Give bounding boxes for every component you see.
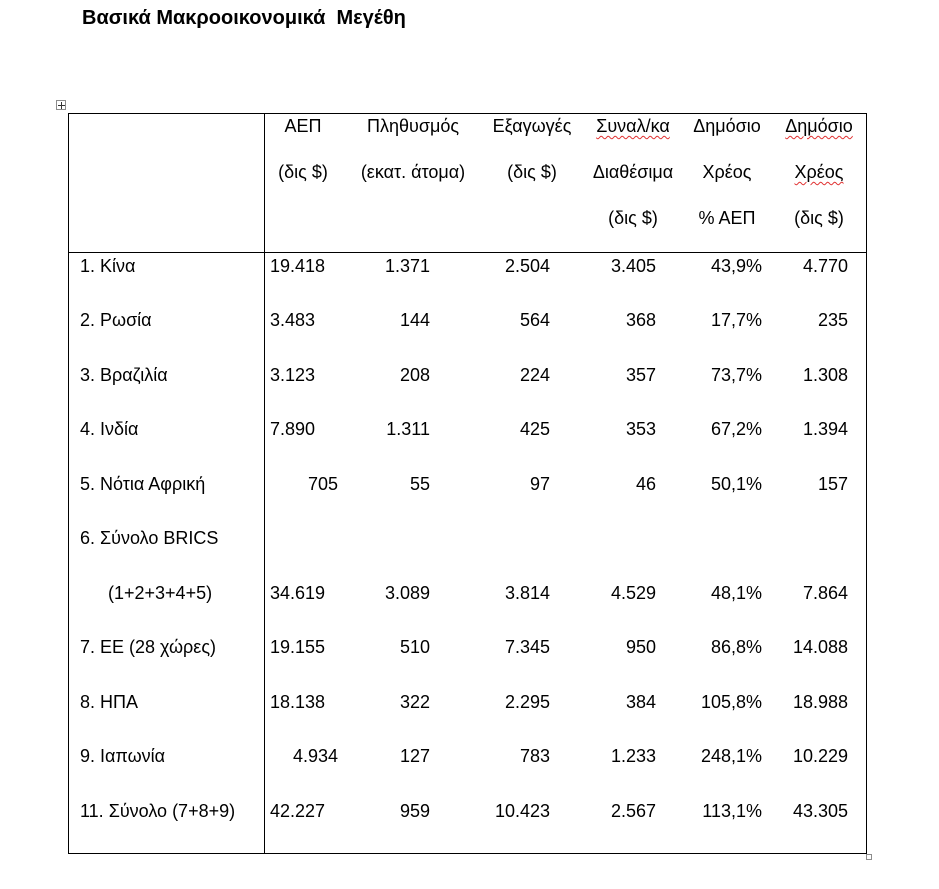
row-label: 8. ΗΠΑ (80, 692, 139, 712)
table-cell: 4.934 (292, 746, 338, 766)
table-cell: 353 (625, 419, 656, 439)
header-line: Συναλ/κα (596, 116, 670, 136)
header-line: (δις $) (608, 208, 658, 228)
table-cell: 34.619 (270, 583, 326, 603)
row-label: 1. Κίνα (80, 256, 136, 276)
table-cell: 322 (399, 692, 430, 712)
table-cell: 7.864 (802, 583, 848, 603)
table-resize-handle-icon[interactable] (866, 854, 872, 860)
header-fx-reserves (580, 115, 686, 229)
table-cell: 48,1% (710, 583, 762, 603)
table-cell: 19.155 (270, 637, 326, 657)
row-label: 3. Βραζιλία (80, 365, 168, 385)
table-cell: 97 (529, 474, 550, 494)
column-divider (264, 113, 265, 854)
table-cell: 3.123 (270, 365, 316, 385)
header-line: (δις $) (278, 162, 328, 182)
table-cell: 46 (635, 474, 656, 494)
table-cell: 357 (625, 365, 656, 385)
table-cell: 113,1% (702, 801, 762, 821)
document-title: Βασικά Μακροοικονομικά Μεγέθη (82, 7, 406, 29)
header-line: Χρέος (794, 162, 844, 182)
header-line: ΑΕΠ (284, 116, 322, 136)
table-cell: 425 (519, 419, 550, 439)
row-label: 7. ΕΕ (28 χώρες) (80, 637, 216, 657)
table-cell: 10.423 (494, 801, 550, 821)
table-cell: 224 (519, 365, 550, 385)
header-debt-pct-gdp (684, 115, 770, 229)
table-cell: 17,7% (710, 310, 762, 330)
table-cell: 783 (519, 746, 550, 766)
table-cell: 67,2% (710, 419, 762, 439)
header-line: Εξαγωγές (492, 116, 572, 136)
row-label: 4. Ινδία (80, 419, 139, 439)
row-label: 2. Ρωσία (80, 310, 152, 330)
table-cell: 1.233 (610, 746, 656, 766)
table-cell: 7.890 (270, 419, 316, 439)
header-line: (δις $) (507, 162, 557, 182)
header-line: Δημόσιο (785, 116, 853, 136)
table-cell: 86,8% (710, 637, 762, 657)
table-cell: 510 (399, 637, 430, 657)
header-line: Διαθέσιμα (592, 162, 674, 182)
table-cell: 1.371 (384, 256, 430, 276)
table-cell: 7.345 (504, 637, 550, 657)
table-cell: 55 (409, 474, 430, 494)
table-cell: 18.138 (270, 692, 326, 712)
header-population (348, 115, 478, 183)
table-cell: 50,1% (710, 474, 762, 494)
header-line: Πληθυσμός (366, 116, 460, 136)
table-cell: 73,7% (710, 365, 762, 385)
table-cell: 14.088 (792, 637, 848, 657)
table-cell: 127 (399, 746, 430, 766)
table-cell: 19.418 (270, 256, 326, 276)
header-exports (482, 115, 582, 183)
table-cell: 3.814 (504, 583, 550, 603)
header-line: (δις $) (794, 208, 844, 228)
table-cell: 3.483 (270, 310, 316, 330)
header-divider (68, 252, 867, 253)
table-cell: 43.305 (792, 801, 848, 821)
table-cell: 1.308 (802, 365, 848, 385)
row-label: 9. Ιαπωνία (80, 746, 166, 766)
row-label: 6. Σύνολο BRICS (80, 528, 219, 548)
table-cell: 18.988 (792, 692, 848, 712)
table-cell: 42.227 (270, 801, 326, 821)
header-gdp (268, 115, 338, 183)
row-label: (1+2+3+4+5) (108, 583, 213, 603)
header-line: (εκατ. άτομα) (360, 162, 466, 182)
table-cell: 4.770 (802, 256, 848, 276)
row-label: 5. Νότια Αφρική (80, 474, 206, 494)
table-cell: 564 (519, 310, 550, 330)
header-debt-bn (776, 115, 862, 229)
table-cell: 10.229 (792, 746, 848, 766)
table-cell: 2.295 (504, 692, 550, 712)
row-label: 11. Σύνολο (7+8+9) (80, 801, 236, 821)
table-cell: 384 (625, 692, 656, 712)
table-cell: 157 (817, 474, 848, 494)
table-cell: 43,9% (710, 256, 762, 276)
table-cell: 105,8% (700, 692, 762, 712)
table-cell: 2.504 (504, 256, 550, 276)
table-cell: 3.405 (610, 256, 656, 276)
table-cell: 950 (625, 637, 656, 657)
table-cell: 208 (399, 365, 430, 385)
table-cell: 235 (817, 310, 848, 330)
table-cell: 248,1% (700, 746, 762, 766)
table-cell: 1.394 (802, 419, 848, 439)
table-cell: 705 (307, 474, 338, 494)
header-line: Δημόσιο (693, 116, 761, 136)
table-cell: 368 (625, 310, 656, 330)
table-cell: 2.567 (610, 801, 656, 821)
table-cell: 4.529 (610, 583, 656, 603)
header-line: % ΑΕΠ (698, 208, 756, 228)
table-cell: 144 (399, 310, 430, 330)
table-cell: 3.089 (384, 583, 430, 603)
table-cell: 959 (399, 801, 430, 821)
table-move-handle-icon[interactable] (56, 100, 66, 110)
header-line: Χρέος (702, 162, 752, 182)
table-cell: 1.311 (386, 419, 430, 439)
